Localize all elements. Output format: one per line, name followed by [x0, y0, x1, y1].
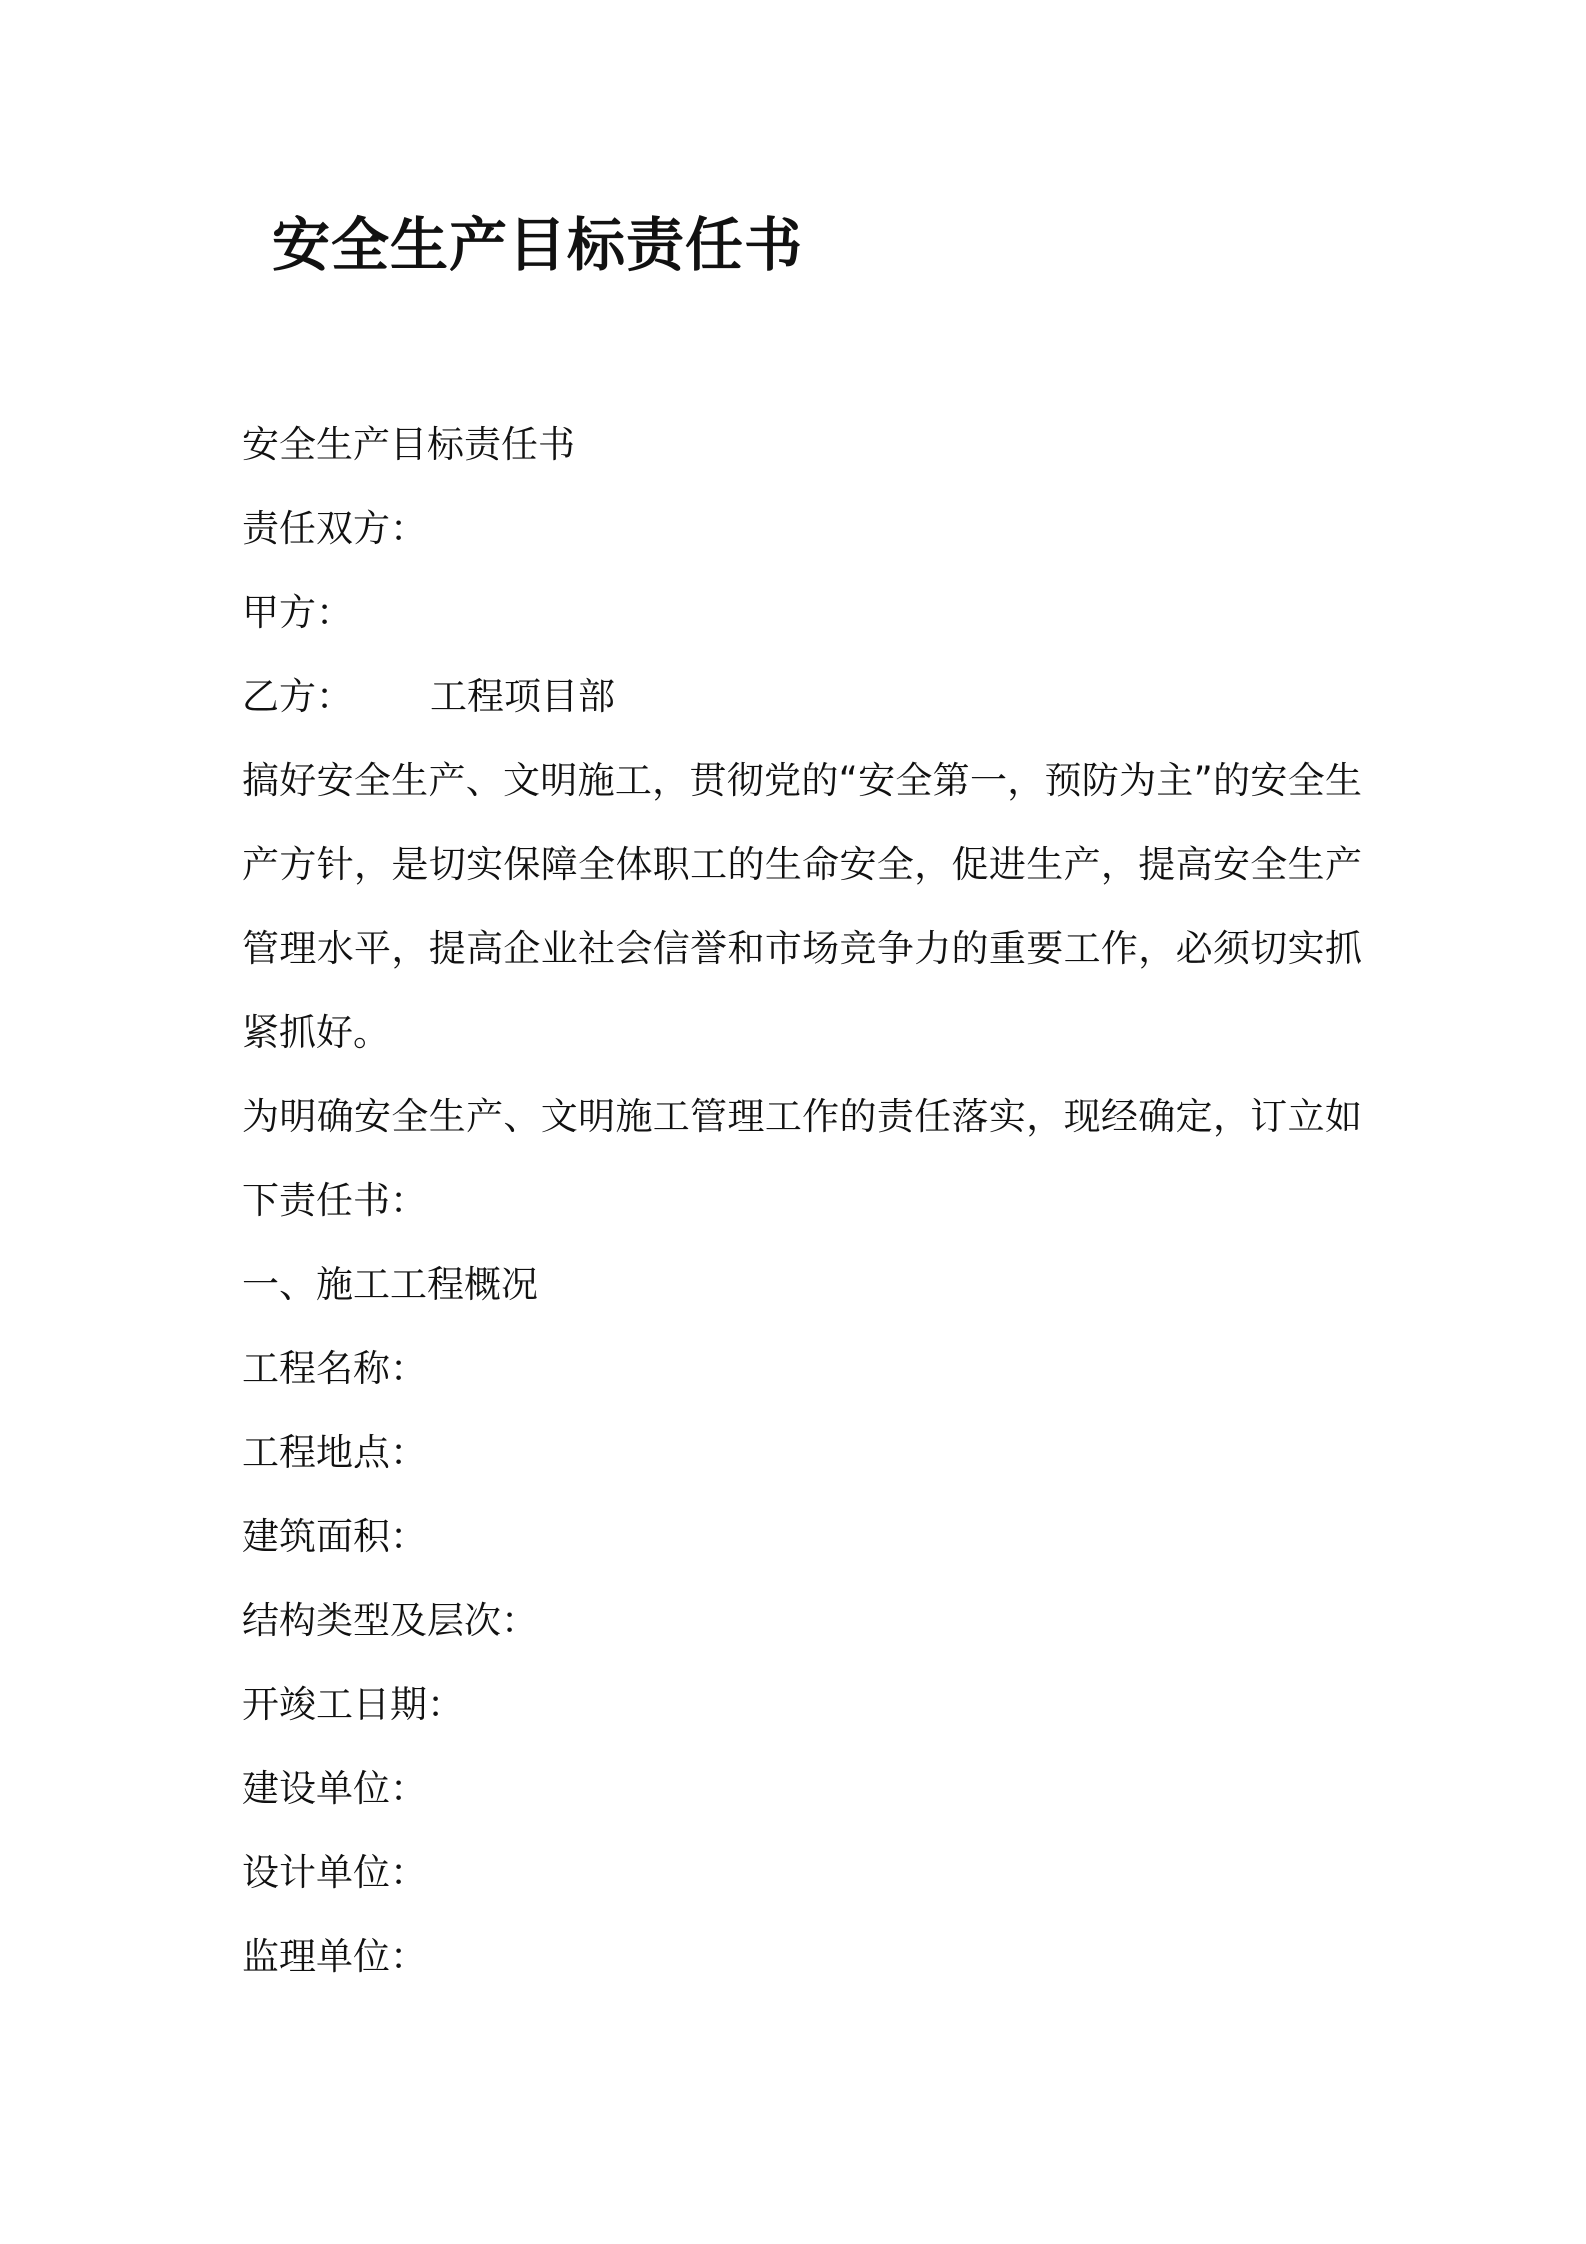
paragraph-1-text: 搞好安全生产、文明施工，贯彻党的“安全第一，预防为主”的安全生产方针，是切实保障全体职工的生命安全，促进生产，提高安全生产管理水平，提高企业社会信誉和市场竞争力的重要工作，必须切实抓紧抓好。 [242, 759, 1362, 1054]
party-b-value: 工程项目部 [430, 675, 615, 718]
section-1-heading: 一、施工工程概况 [242, 1263, 538, 1306]
field-label-structure-type: 结构类型及层次： [242, 1599, 538, 1642]
field-line [242, 1747, 1362, 1831]
parties-heading: 责任双方： [242, 507, 427, 550]
document-title: 安全生产目标责任书 [272, 211, 804, 279]
field-label-supervision-unit: 监理单位： [242, 1935, 427, 1978]
paragraph-1 [242, 739, 1362, 1075]
field-label-design-unit: 设计单位： [242, 1851, 427, 1894]
field-label-project-location: 工程地点： [242, 1431, 427, 1474]
document-subtitle: 安全生产目标责任书 [242, 423, 575, 466]
field-line [242, 1663, 1362, 1747]
field-label-project-name: 工程名称： [242, 1347, 427, 1390]
party-a-label: 甲方： [242, 591, 353, 634]
paragraph-2-text: 为明确安全生产、文明施工管理工作的责任落实，现经确定，订立如下责任书： [242, 1095, 1362, 1222]
field-label-construction-unit: 建设单位： [242, 1767, 427, 1810]
party-b-label: 乙方： [242, 675, 353, 718]
field-label-start-end-date: 开竣工日期： [242, 1683, 464, 1726]
field-line [242, 1495, 1362, 1579]
document-body [242, 403, 1362, 1999]
paragraph-2 [242, 1075, 1362, 1243]
field-line [242, 1831, 1362, 1915]
field-line [242, 1915, 1362, 1999]
party-a-line [242, 571, 1362, 655]
field-line [242, 1579, 1362, 1663]
party-b-line [242, 655, 1362, 739]
field-label-building-area: 建筑面积： [242, 1515, 427, 1558]
field-line [242, 1411, 1362, 1495]
field-line [242, 1327, 1362, 1411]
